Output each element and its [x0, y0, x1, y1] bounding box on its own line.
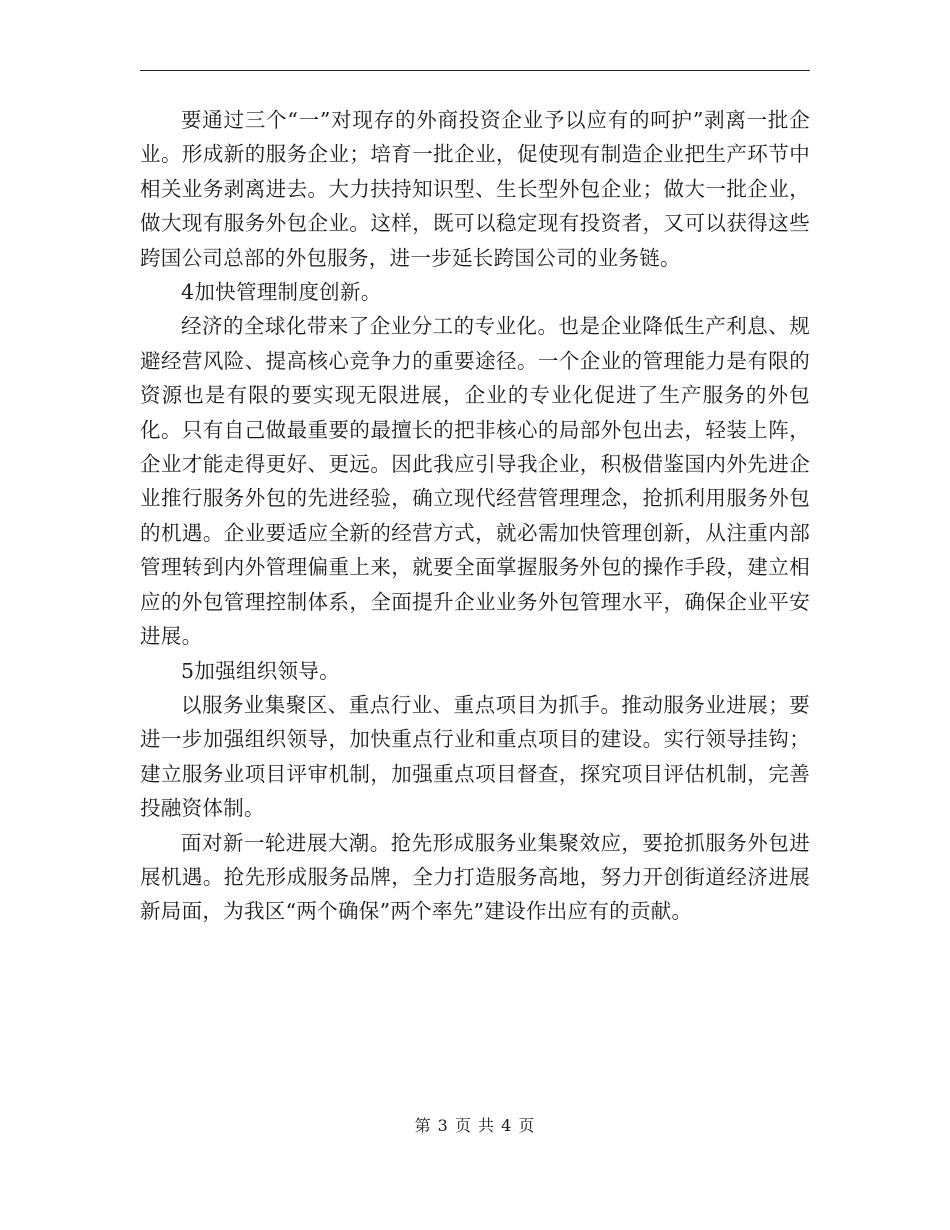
page-number-footer: 第 3 页 共 4 页 [414, 1116, 536, 1135]
document-body [140, 103, 810, 929]
paragraph-outsourcing-enterprises: 要通过三个“一”对现存的外商投资企业予以应有的呵护”剥离一批企业。形成新的服务企业；培育一批企业，促使现有制造企业把生产环节中相关业务剥离进去。大力扶持知识型、生长型外包企业；做大一批企业，做大现有服务外包企业。这样，既可以稳定现有投资者，又可以获得这些跨国公司总部的外包服务，进一步延长跨国公司的业务链。 [140, 108, 810, 270]
section-heading-organizational-leadership: 5加强组织领导。 [181, 658, 340, 683]
paragraph-management-innovation: 经济的全球化带来了企业分工的专业化。也是企业降低生产利息、规避经营风险、提高核心竞争力的重要途径。一个企业的管理能力是有限的资源也是有限的要实现无限进展，企业的专业化促进了生产服务的外包化。只有自己做最重要的最擅长的把非核心的局部外包出去，轻装上阵，企业才能走得更好、更远。因此我应引导我企业，积极借鉴国内外先进企业推行服务外包的先进经验，确立现代经营管理理念，抢抓利用服务外包的机遇。企业要适应全新的经营方式，就必需加快管理创新，从注重内部管理转到内外管理偏重上来，就要全面掌握服务外包的操作手段，建立相应的外包管理控制体系，全面提升企业业务外包管理水平，确保企业平安进展。 [140, 314, 810, 649]
paragraph-organizational-leadership: 以服务业集聚区、重点行业、重点项目为抓手。推动服务业进展；要进一步加强组织领导，加快重点行业和重点项目的建设。实行领导挂钩；建立服务业项目评审机制，加强重点项目督查，探究项目评估机制，完善投融资体制。 [140, 692, 810, 821]
paragraph-conclusion: 面对新一轮进展大潮。抢先形成服务业集聚效应，要抢抓服务外包进展机遇。抢先形成服务品牌，全力打造服务高地，努力开创街道经济进展新局面，为我区“两个确保”两个率先”建设作出应有的贡献。 [140, 830, 810, 924]
header-rule [140, 70, 810, 71]
section-heading-management-innovation: 4加快管理制度创新。 [181, 280, 382, 305]
